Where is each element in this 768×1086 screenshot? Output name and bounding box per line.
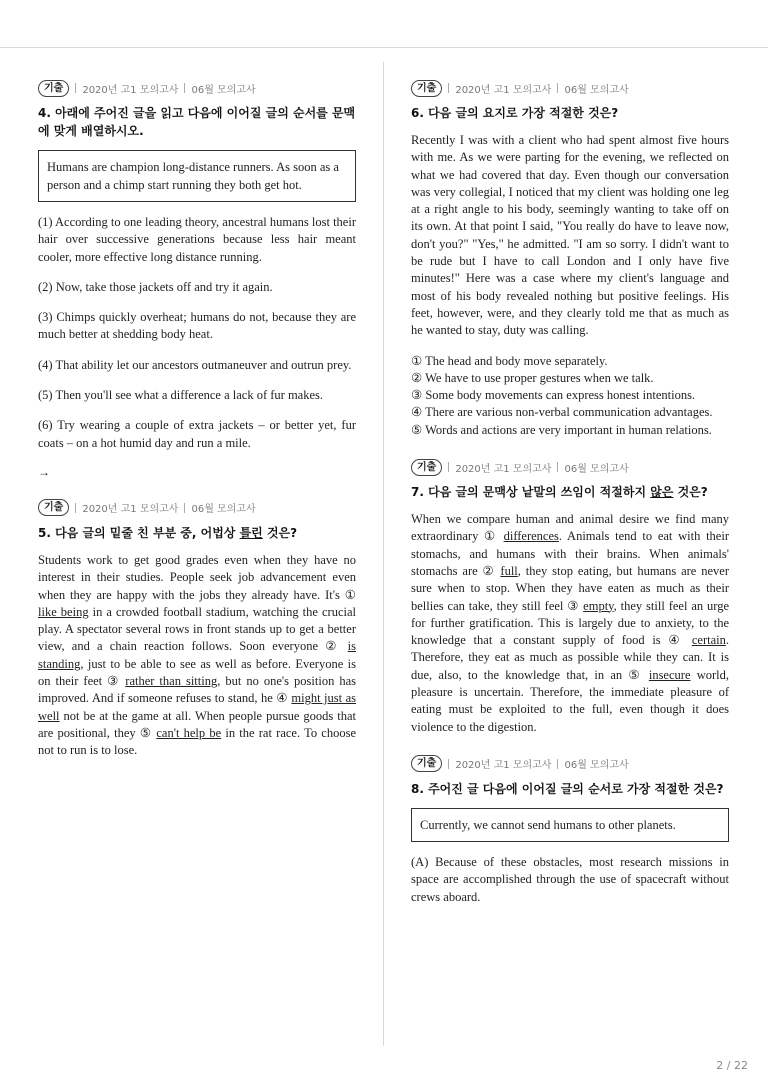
passage-item: (4) That ability let our ancestors outmaneuver and outrun prey. — [38, 357, 352, 372]
passage-item: (2) Now, take those jackets off and try it again. — [38, 279, 273, 294]
exam-tag: 기출 — [38, 499, 69, 516]
title-text: 것은? — [673, 485, 708, 500]
given-passage-box: Humans are champion long-distance runners. As soon as a person and a chimp start running they both get hot. — [38, 150, 356, 202]
underlined-phrase: like being — [38, 604, 89, 619]
title-underlined: 않은 — [650, 485, 674, 500]
answer-option: ④ There are various non-verbal communication advantages. — [411, 405, 713, 420]
question-title: 4. 아래에 주어진 글을 읽고 다음에 이어질 글의 순서를 문맥에 맞게 배열하시오. — [38, 106, 356, 138]
passage-text: in a crowded football stadium, watching the crucial play. A spectator several rows in front stands up to get a better view, and a chain reaction follows. Soon everyone ② — [38, 604, 356, 654]
question-meta — [411, 754, 729, 774]
exam-tag: 기출 — [411, 80, 442, 97]
question-meta — [411, 457, 729, 477]
underlined-phrase: might just as well — [38, 691, 356, 723]
underlined-word: certain — [691, 633, 726, 648]
question-title: 8. 주어진 글 다음에 이어질 글의 순서로 가장 적절한 것은? — [411, 781, 724, 796]
exam-year: 2020년 고1 모의고사 — [455, 760, 552, 772]
question-meta — [38, 498, 356, 518]
meta-separator — [448, 83, 449, 93]
passage-text: not be at the game at all. When people pursue goods that are positional, they ⑤ — [38, 708, 356, 740]
exam-tag: 기출 — [411, 459, 442, 476]
exam-year: 2020년 고1 모의고사 — [82, 84, 179, 96]
question-5 — [38, 498, 356, 760]
exam-month: 06월 모의고사 — [564, 84, 629, 96]
question-title — [38, 524, 356, 542]
question-title — [411, 483, 729, 501]
passage-item: (A) Because of these obstacles, most research missions in space are accomplished through the use of spacecraft without crews aboard. — [411, 854, 729, 904]
underlined-word: empty — [583, 598, 614, 613]
underlined-phrase: is standing — [38, 639, 356, 671]
underlined-word: differences — [503, 529, 559, 544]
column-divider — [383, 62, 384, 1046]
passage-item: (6) Try wearing a couple of extra jackets – or better yet, fur coats – on a hot humid day and run a mile. — [38, 418, 356, 450]
passage-text: . Animals tend to eat with their stomachs, and humans with their brains. When animals' stomachs are ② — [411, 529, 729, 578]
meta-separator — [184, 503, 185, 513]
exam-tag: 기출 — [411, 755, 442, 772]
exam-year: 2020년 고1 모의고사 — [455, 84, 552, 96]
passage: Recently I was with a client who had spent almost five hours with me. As we were parting for the evening, we reflected on what we had covered that day. Even though our conversation was very collegial, I noticed that my client was holding one leg at a right angle to his body, seemingly wanting to take off on its own. At that point I said, "You really do have to leave now, don't you?" "Yes," he admitted. "I am so sorry. I didn't want to be rude but I have to call London and I only have five minutes!" Here was a case where my client's language and most of his body revealed nothing but positive feelings. His feet, however, were, and they clearly told me that as much as he wanted to stay, duty was calling. — [411, 133, 729, 338]
exam-month: 06월 모의고사 — [564, 760, 629, 772]
passage-text: Students work to get good grades even when they have no interest in their studies. People seek job advancement even when they are happy with the jobs they already have. It's ① — [38, 552, 356, 602]
meta-separator — [557, 462, 558, 472]
title-text: 7. 다음 글의 문맥상 낱말의 쓰임이 적절하지 — [411, 485, 651, 500]
title-text: 5. 다음 글의 밑줄 친 부분 중, 어법상 — [38, 525, 240, 540]
passage-text: When we compare human and animal desire we find many extraordinary ① — [411, 512, 729, 544]
question-6 — [411, 78, 729, 439]
passage-text: , they still feel an urge for further gratification. This is largely due to anxiety, to the knowledge that a constant supply of food is ④ — [411, 598, 729, 648]
underlined-word: insecure — [648, 667, 691, 682]
answer-option: ⑤ Words and actions are very important in human relations. — [411, 422, 712, 437]
answer-option: ① The head and body move separately. — [411, 353, 608, 368]
question-8 — [411, 754, 729, 906]
underlined-word: full — [500, 563, 518, 578]
meta-separator — [75, 503, 76, 513]
meta-separator — [557, 759, 558, 769]
meta-separator — [448, 759, 449, 769]
passage — [411, 511, 729, 736]
exam-month: 06월 모의고사 — [191, 504, 256, 516]
answer-option: ③ Some body movements can express honest intentions. — [411, 388, 696, 403]
page-number: 2 / 22 — [716, 1059, 748, 1072]
title-text: 것은? — [262, 525, 298, 540]
meta-separator — [448, 462, 449, 472]
meta-separator — [75, 83, 76, 93]
passage-item: (3) Chimps quickly overheat; humans do not, because they are much better at shedding body heat. — [38, 310, 356, 342]
exam-month: 06월 모의고사 — [191, 84, 256, 96]
meta-separator — [184, 83, 185, 93]
passage-item: (1) According to one leading theory, ancestral humans lost their hair over successive generations because less hair meant cooler, more effective long distance running. — [38, 215, 356, 264]
passage-text: . Therefore, they eat as much as possible while they can. It is due, also, to the knowledge that, in an ⑤ — [411, 633, 729, 682]
right-column — [411, 78, 729, 924]
left-column — [38, 78, 356, 778]
exam-year: 2020년 고1 모의고사 — [82, 504, 179, 516]
question-meta — [38, 78, 356, 98]
question-meta — [411, 78, 729, 98]
passage-text: , just to be able to see as well as before. Everyone is on their feet ③ — [38, 656, 356, 689]
question-7 — [411, 457, 729, 736]
question-4 — [38, 78, 356, 480]
answer-arrow: → — [38, 464, 50, 479]
exam-month: 06월 모의고사 — [564, 463, 629, 475]
answer-option: ② We have to use proper gestures when we talk. — [411, 370, 654, 385]
passage-item: (5) Then you'll see what a difference a lack of fur makes. — [38, 388, 324, 403]
header-rule — [0, 47, 768, 48]
title-underlined: 틀린 — [239, 525, 263, 540]
passage-text: , they stop eating, but humans are never sure when to stop. When they have eaten as much as their bellies can take, they still feel ③ — [411, 563, 729, 613]
passage-text: in the rat race. To choose not to run is to lose. — [38, 725, 357, 758]
passage-text: , but no one's position has improved. And if someone refuses to stand, he ④ — [38, 674, 356, 706]
exam-tag: 기출 — [38, 80, 69, 97]
underlined-phrase: can't help be — [156, 725, 222, 740]
passage-text: world, pleasure is uncertain. Therefore, the immediate pleasure of eating must be exploited to the full, even though it does violence to the digestion. — [411, 667, 729, 734]
given-passage-box: Currently, we cannot send humans to other planets. — [411, 808, 729, 842]
passage — [38, 552, 356, 760]
question-title: 6. 다음 글의 요지로 가장 적절한 것은? — [411, 106, 619, 120]
exam-year: 2020년 고1 모의고사 — [455, 463, 552, 475]
underlined-phrase: rather than sitting — [125, 674, 218, 689]
meta-separator — [557, 83, 558, 93]
